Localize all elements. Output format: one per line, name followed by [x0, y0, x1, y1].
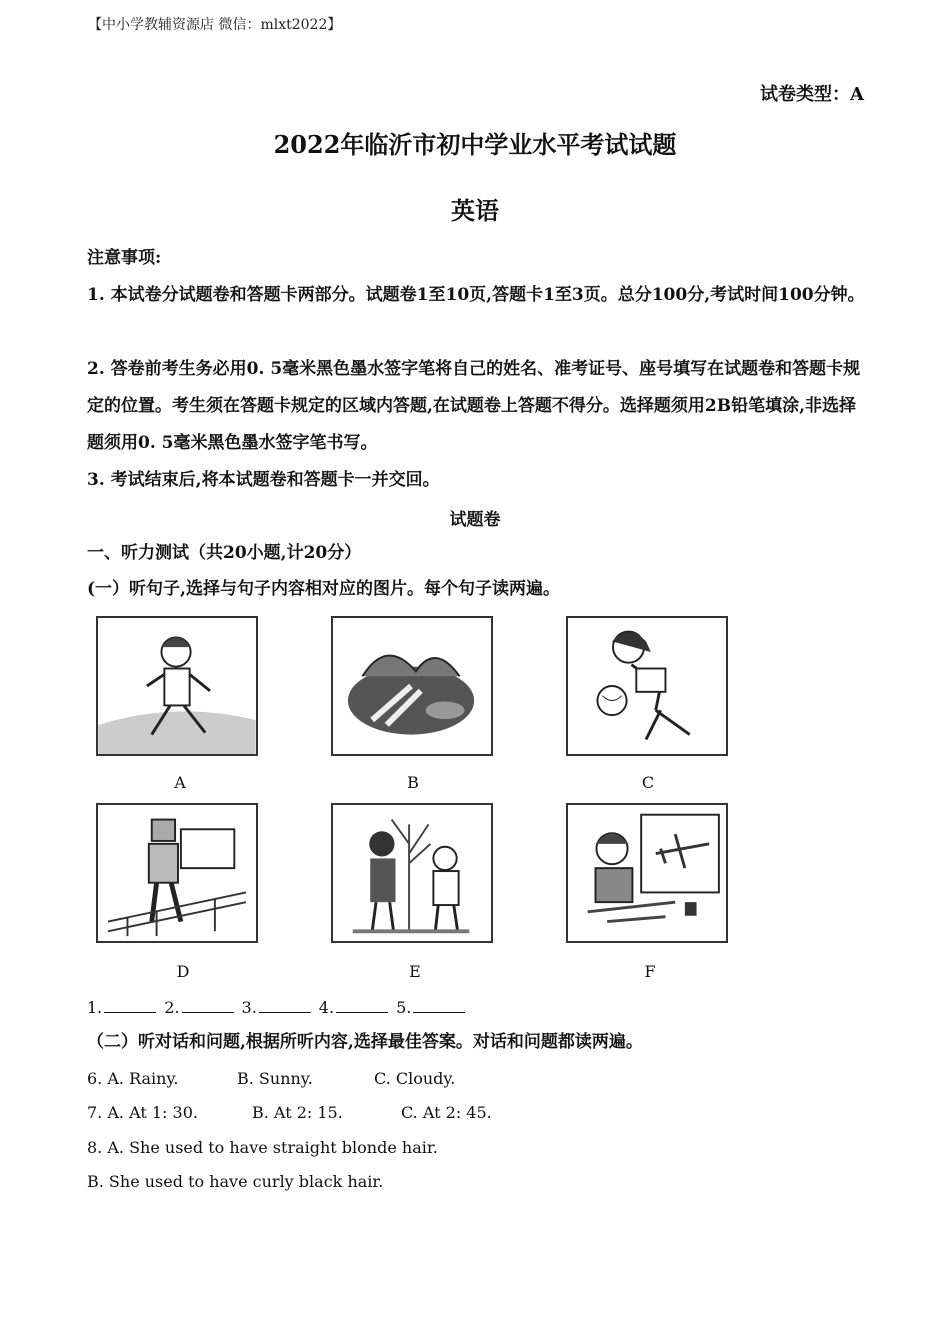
question-number: 7.: [87, 1103, 103, 1122]
picture-label-d: D: [176, 962, 190, 981]
option-a: A. Rainy.: [107, 1069, 179, 1088]
picture-label-a: A: [174, 773, 186, 792]
part1-sub1: (一）听句子,选择与句子内容相对应的图片。每个句子读两遍。: [87, 579, 560, 599]
picture-label-e: E: [409, 962, 421, 981]
answer-blank[interactable]: [182, 998, 234, 1013]
option-b: B. At 2: 15.: [252, 1103, 343, 1122]
blank-number: 4.: [318, 998, 335, 1017]
question-8-option-a: 8. A. She used to have straight blonde hair.: [87, 1138, 438, 1157]
part1-sub2: （二）听对话和问题,根据所听内容,选择最佳答案。对话和问题都读两遍。: [87, 1032, 643, 1052]
option-a: A. At 1: 30.: [107, 1103, 198, 1122]
option-c: C. Cloudy.: [374, 1069, 456, 1088]
blank-number: 1.: [87, 998, 103, 1017]
girl-volleyball-icon: [566, 616, 728, 756]
section-title: 试题卷: [449, 510, 501, 530]
running-boy-icon: [96, 616, 258, 756]
watermark-text: 【中小学教辅资源店 微信：mlxt2022】: [88, 17, 342, 33]
answer-blank[interactable]: [104, 998, 156, 1013]
option-c: C. At 2: 45.: [401, 1103, 492, 1122]
answer-blank[interactable]: [413, 998, 465, 1013]
blank-number: 3.: [241, 998, 257, 1017]
part1-heading: 一、听力测试（共20小题,计20分）: [87, 543, 362, 563]
picture-label-c: C: [641, 773, 655, 792]
subject-title: 英语: [451, 196, 499, 225]
robot-carrying-box-icon: [96, 803, 258, 943]
answer-blanks: [87, 998, 473, 1017]
paper-type: 试卷类型：A: [760, 84, 864, 105]
children-planting-tree-icon: [331, 803, 493, 943]
picture-label-b: B: [407, 773, 419, 792]
answer-blank[interactable]: [259, 998, 311, 1013]
note-item-2: 2. 答卷前考生务必用0. 5毫米黑色墨水签字笔将自己的姓名、准考证号、座号填写在试题卷和答题卡规定的位置。考生须在答题卡规定的区域内答题,在试题卷上答题不得分。选择题须用2B铅笔填涂,非选择题须用0. 5毫米黑色墨水签字笔书写。: [87, 359, 861, 453]
note-item-1: 1. 本试卷分试题卷和答题卡两部分。试题卷1至10页,答题卡1至3页。总分100分,考试时间100分钟。: [87, 285, 865, 305]
boy-model-plane-icon: [566, 803, 728, 943]
question-8-option-b: B. She used to have curly black hair.: [87, 1172, 384, 1191]
picture-label-f: F: [644, 962, 656, 981]
vegetables-icon: [331, 616, 493, 756]
answer-blank[interactable]: [336, 998, 388, 1013]
notes-heading: 注意事项:: [87, 248, 162, 268]
question-7: [87, 1103, 198, 1122]
blank-number: 2.: [164, 998, 180, 1017]
note-item-3: 3. 考试结束后,将本试题卷和答题卡一并交回。: [87, 470, 440, 490]
exam-title: 2022年临沂市初中学业水平考试试题: [273, 130, 677, 159]
blank-number: 5.: [396, 998, 412, 1017]
question-6: [87, 1069, 178, 1088]
question-number: 6.: [87, 1069, 103, 1088]
option-b: B. Sunny.: [237, 1069, 313, 1088]
